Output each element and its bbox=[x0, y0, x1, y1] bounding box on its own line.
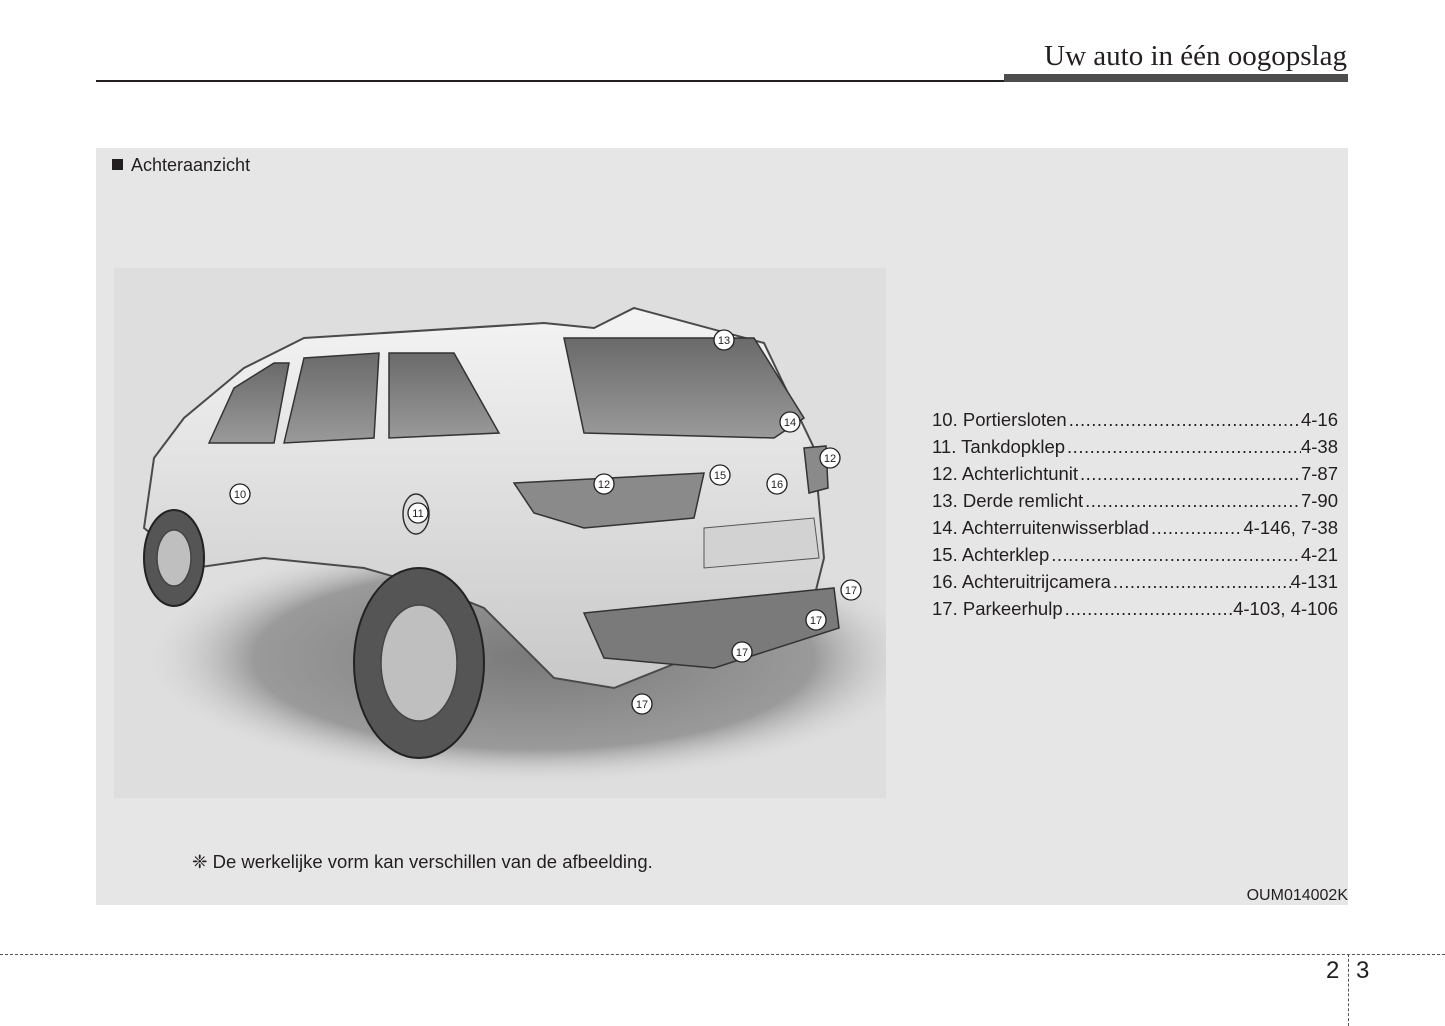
callout-12 bbox=[594, 474, 614, 494]
svg-text:17: 17 bbox=[735, 647, 749, 659]
page-ref: 4-38 bbox=[1300, 436, 1338, 457]
section-heading bbox=[112, 155, 250, 176]
svg-text:17: 17 bbox=[844, 585, 858, 597]
callout-17 bbox=[806, 610, 826, 630]
page-number: 3 bbox=[1356, 957, 1370, 984]
page-ref: 4-16 bbox=[1300, 409, 1338, 430]
part-row-16: 16. Achteruitrijcamera ..... 4-131 bbox=[932, 571, 1338, 598]
car-rear-view-illustration bbox=[114, 268, 886, 798]
svg-text:16: 16 bbox=[770, 479, 784, 491]
part-row-13: 13. Derde remlicht ..... 7-90 bbox=[932, 490, 1338, 517]
callout-11 bbox=[408, 503, 428, 523]
page-ref: 4-131 bbox=[1290, 571, 1338, 592]
svg-text:14: 14 bbox=[783, 417, 797, 429]
svg-text:11: 11 bbox=[412, 508, 424, 520]
part-row-11: 11. Tankdopklep ..... 4-38 bbox=[932, 436, 1338, 463]
part-row-14: 14. Achterruitenwisserblad ..... 4-146, 7-38 bbox=[932, 517, 1338, 544]
svg-text:12: 12 bbox=[597, 479, 611, 491]
page-ref: 4-21 bbox=[1300, 544, 1338, 565]
footnote: ❈ De werkelijke vorm kan verschillen van de afbeelding. bbox=[192, 851, 653, 872]
callout-17 bbox=[732, 642, 752, 662]
callout-17 bbox=[632, 694, 652, 714]
chapter-title: Uw auto in één oogopslag bbox=[1044, 40, 1347, 72]
part-row-15: 15. Achterklep ..... 4-21 bbox=[932, 544, 1338, 571]
part-row-12: 12. Achterlichtunit ..... 7-87 bbox=[932, 463, 1338, 490]
figure-panel bbox=[96, 148, 1348, 905]
svg-text:17: 17 bbox=[635, 699, 649, 711]
callout-12 bbox=[820, 448, 840, 468]
svg-text:10: 10 bbox=[233, 489, 247, 501]
svg-text:13: 13 bbox=[717, 335, 731, 347]
callout-16 bbox=[767, 474, 787, 494]
page-number-divider bbox=[1348, 954, 1349, 1026]
page-ref: 4-103, 4-106 bbox=[1233, 598, 1338, 619]
header-rule bbox=[96, 80, 1004, 82]
page-ref: 7-90 bbox=[1300, 490, 1338, 511]
page-ref: 4-146, 7-38 bbox=[1243, 517, 1338, 538]
page-ref: 7-87 bbox=[1300, 463, 1338, 484]
callout-15 bbox=[710, 465, 730, 485]
header-accent-bar bbox=[1004, 74, 1348, 82]
chapter-number: 2 bbox=[1326, 957, 1340, 984]
front-wheel-rim bbox=[157, 530, 191, 586]
square-bullet-icon bbox=[112, 159, 123, 170]
part-row-10: 10. Portiersloten ..... 4-16 bbox=[932, 409, 1338, 436]
parts-list bbox=[932, 409, 1338, 625]
svg-text:17: 17 bbox=[809, 615, 823, 627]
part-row-17: 17. Parkeerhulp ..... 4-103, 4-106 bbox=[932, 598, 1338, 625]
rear-wheel-rim bbox=[381, 605, 457, 721]
svg-text:12: 12 bbox=[823, 453, 837, 465]
callout-14 bbox=[780, 412, 800, 432]
section-heading-text: Achteraanzicht bbox=[131, 155, 251, 175]
image-code: OUM014002K bbox=[1246, 887, 1348, 904]
callout-17 bbox=[841, 580, 861, 600]
callout-13 bbox=[714, 330, 734, 350]
svg-text:15: 15 bbox=[713, 470, 727, 482]
callout-10 bbox=[230, 484, 250, 504]
footer-dashed-rule bbox=[0, 954, 1445, 955]
